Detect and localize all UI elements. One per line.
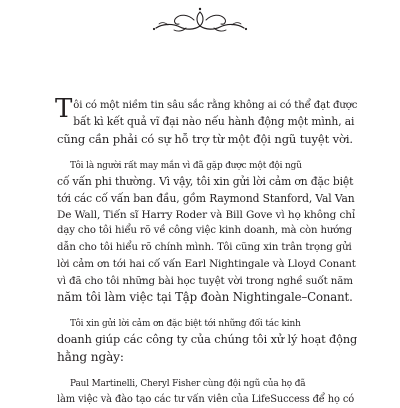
text-line: cũng cần phải có sự hỗ trợ từ một đội ngũ tuyệt vời.: [57, 131, 353, 146]
text-line: hằng ngày:: [57, 349, 124, 364]
body-text: [55, 94, 358, 408]
text-line: làm việc và đào tạo các tư vấn viên của LifeSuccess để họ có: [57, 394, 355, 405]
text-line: tới các cố vấn ban đầu, gồm Raymond Stanford, Val Van: [57, 191, 355, 205]
paragraph-4: [57, 376, 357, 408]
text-line: De Wall, Tiến sĩ Harry Roder và Bill Gove vì họ không chỉ: [57, 208, 356, 221]
decorative-flourish-icon: [150, 6, 250, 34]
text-line: dẫn cho tôi hiểu rõ chính mình. Tôi cũng xin trân trọng gửi: [57, 241, 352, 253]
text-line: bất kì kết quả vĩ đại nào nếu hành động một mình, ai: [73, 115, 355, 129]
paragraph-2: [57, 158, 357, 306]
text-line: năm tôi làm việc tại Tập đoàn Nightingale–Conant.: [57, 289, 353, 304]
text-line: ôi có một niềm tin sâu sắc rằng không ai có thể đạt được: [73, 100, 358, 111]
text-line: Paul Martinelli, Cheryl Fisher cùng đội ngũ của họ đã: [70, 378, 306, 389]
text-line: vì đã cho tôi những bài học tuyệt vời trong nghề suốt năm: [57, 274, 353, 287]
text-line: Tôi là người rất may mắn vì đã gặp được một đội ngũ: [70, 160, 302, 171]
text-line: dạy cho tôi hiểu rõ về công việc kinh doanh, mà còn hướng: [57, 225, 352, 237]
drop-cap: T: [55, 94, 73, 124]
paragraph-3: [57, 316, 357, 365]
text-line: cố vấn phi thường. Vì vậy, tôi xin gửi lời cảm ơn đặc biệt: [57, 175, 354, 189]
text-line: lời cảm ơn tới hai cố vấn Earl Nightingale và Lloyd Conant: [57, 258, 356, 271]
paragraph-1: [55, 94, 358, 147]
text-line: doanh giúp các công ty của chúng tôi xử lý hoạt động: [57, 333, 358, 347]
text-line: Tôi xin gửi lời cảm ơn đặc biệt tới những đối tác kinh: [70, 318, 301, 329]
